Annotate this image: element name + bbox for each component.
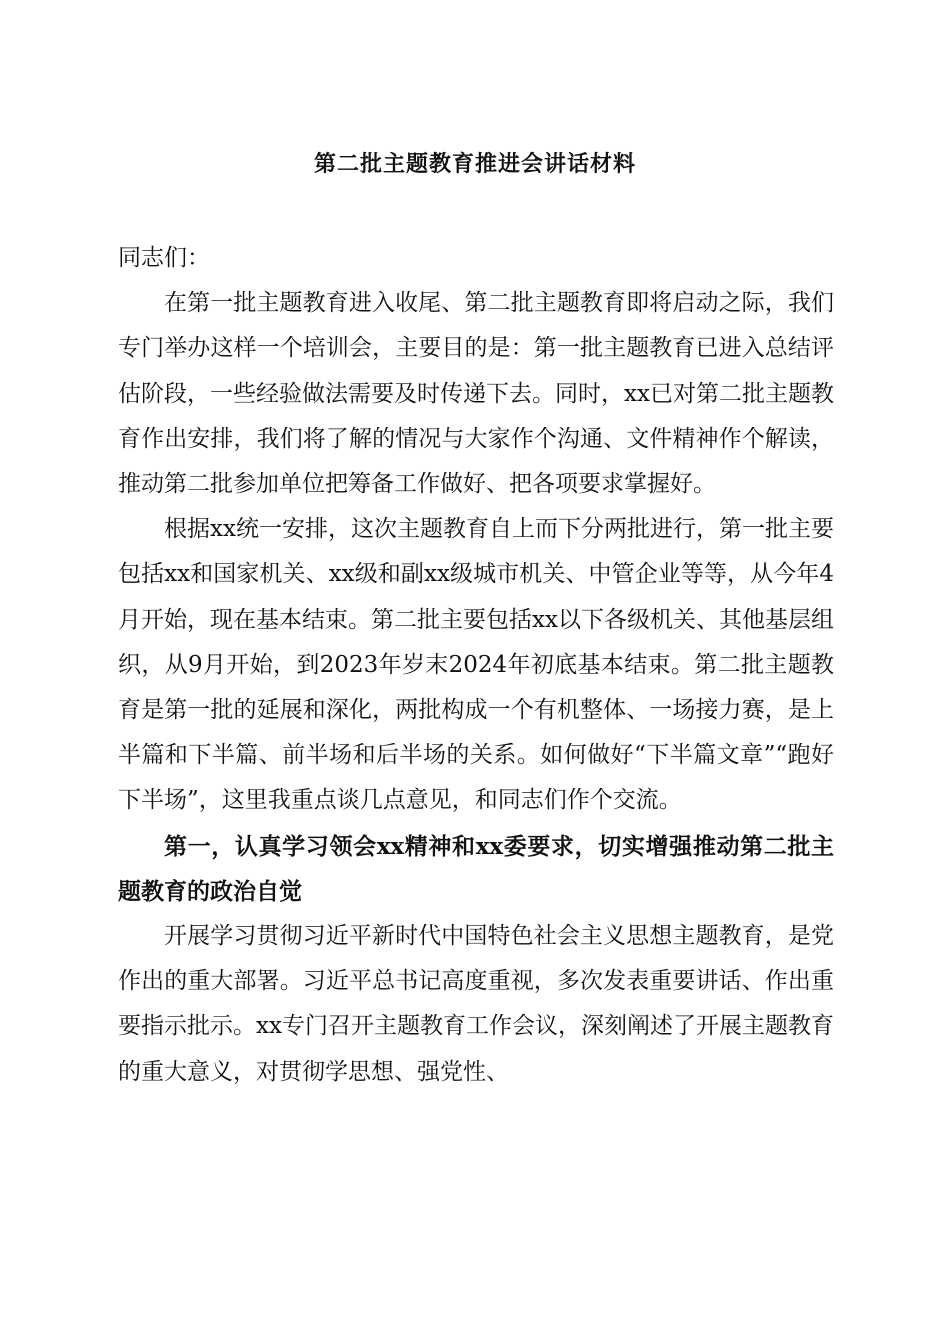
document-title: 第二批主题教育推进会讲话材料 (313, 151, 636, 177)
section-heading: 第一，认真学习领会xx精神和xx委要求，切实增强推动第二批主题教育的政治自觉 (118, 832, 834, 905)
section-paragraph: 开展学习贯彻习近平新时代中国特色社会主义思想主题教育，是党作出的重大部署。习近平总书记高度重视，多次发表重要讲话、作出重要指示批示。xx专门召开主题教育工作会议，深刻阐述了开展主题教育的重大意义，对贯彻学思想、强党性、 (118, 923, 834, 1085)
body-paragraph-1: 在第一批主题教育进入收尾、第二批主题教育即将启动之际，我们专门举办这样一个培训会，主要目的是：第一批主题教育已进入总结评估阶段，一些经验做法需要及时传递下去。同时，xx已对第二批主题教育作出安排，我们将了解的情况与大家作个沟通、文件精神作个解读，推动第二批参加单位把筹备工作做好、把各项要求掌握好。 (118, 290, 834, 498)
document-body (118, 236, 834, 1095)
body-paragraph-2: 根据xx统一安排，这次主题教育自上而下分两批进行，第一批主要包括xx和国家机关、xx级和副xx级城市机关、中管企业等等，从今年4月开始，现在基本结束。第二批主要包括xx以下各级机关、其他基层组织，从9月开始，到2023年岁末2024年初底基本结束。第二批主题教育是第一批的延展和深化，两批构成一个有机整体、一场接力赛，是上半篇和下半篇、前半场和后半场的关系。如何做好“下半篇文章”“跑好下半场”，这里我重点谈几点意见，和同志们作个交流。 (118, 516, 834, 814)
salutation: 同志们： (118, 245, 210, 271)
